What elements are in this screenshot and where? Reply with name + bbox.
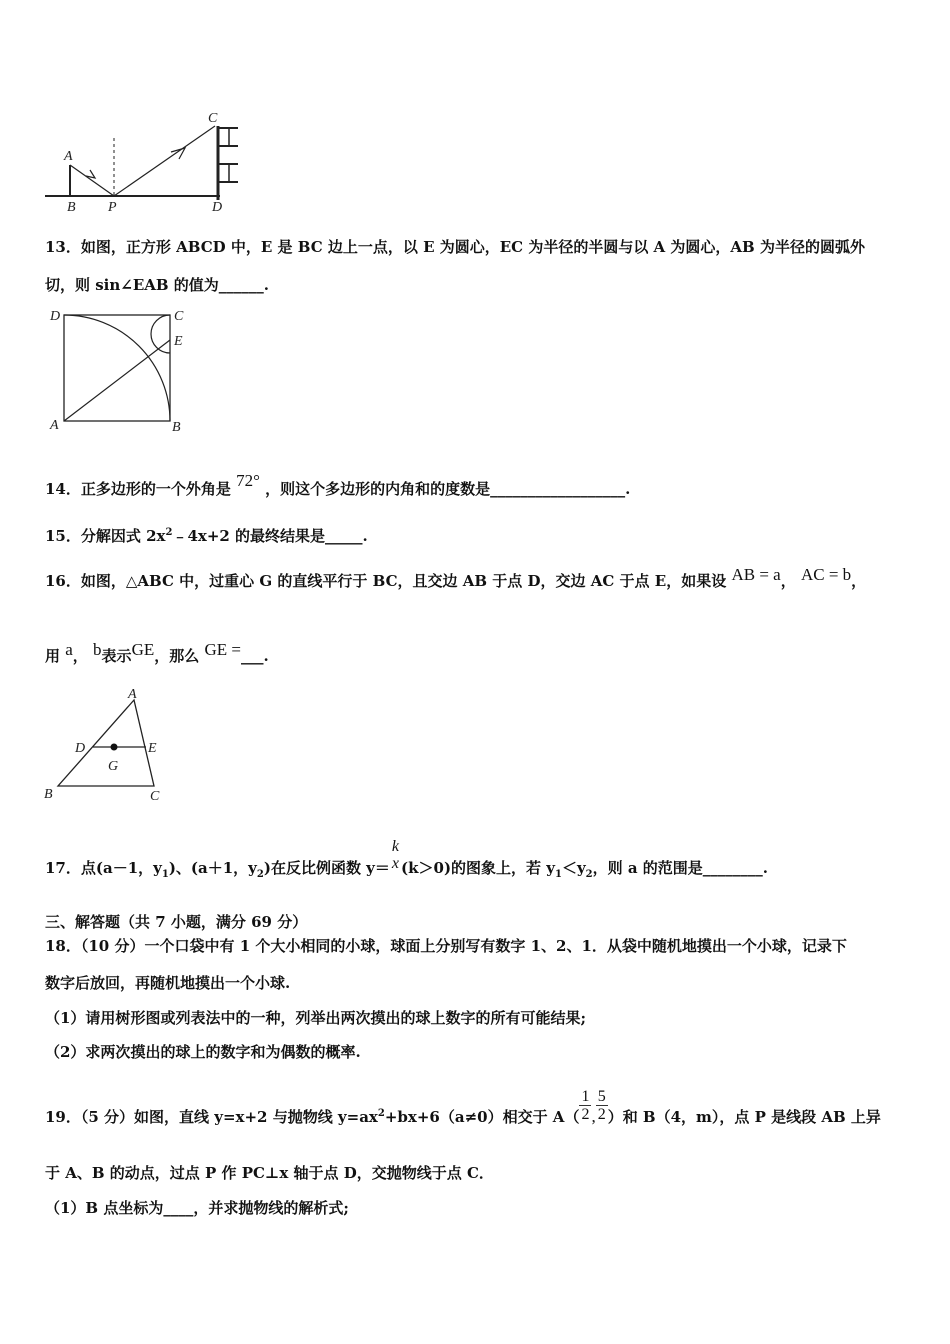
q16-mid: 表示 <box>101 647 132 665</box>
q19-post: ）和 B（4，m），点 P 是线段 AB 上异 <box>607 1107 881 1126</box>
q16-ge2: GE = <box>204 640 241 659</box>
q16-a: a <box>65 640 73 659</box>
arc-a <box>64 315 170 421</box>
q14-angle: 72° <box>236 471 260 490</box>
fig13-label-e: E <box>174 334 183 349</box>
q16-end: ， <box>851 572 867 590</box>
q19-n2: 5 <box>597 1088 606 1105</box>
q14-post: ，则这个多边形的内角和的度数是__________________. <box>265 480 631 498</box>
q15-pre: 15．分解因式 2x <box>45 527 166 545</box>
q16-line2 <box>45 640 269 666</box>
q19-n1: 1 <box>581 1088 590 1105</box>
figure-reflection <box>40 108 250 218</box>
q16-then: ，那么 <box>154 647 200 665</box>
q16-sep: ， <box>72 647 88 665</box>
q16-blank: ___. <box>240 647 269 665</box>
fig16-label-c: C <box>150 789 160 804</box>
q18-part2: （2）求两次摸出的球上的数字和为偶数的概率. <box>45 1043 361 1061</box>
q19-part1: （1）B 点坐标为____，并求抛物线的解析式; <box>45 1199 349 1217</box>
q16-ab: AB = a <box>731 565 781 584</box>
arrow-head-2 <box>171 148 185 159</box>
fig16-label-b: B <box>44 787 53 802</box>
q17-lt: ＜y <box>561 859 586 877</box>
arrow-head-1 <box>86 170 95 178</box>
q17-s4: 2 <box>585 869 593 880</box>
fig13-label-d: D <box>50 309 61 324</box>
q19-d1: 2 <box>581 1106 590 1123</box>
q19-comma: , <box>591 1106 596 1126</box>
q19-pre: 19．（5 分）如图，直线 y=x+2 与抛物线 y=ax <box>45 1107 378 1126</box>
q17-pre: 17．点(a－1，y <box>45 859 162 877</box>
fig16-label-d: D <box>75 741 86 756</box>
q19-exp: 2 <box>377 1107 385 1119</box>
triangle-abc <box>58 700 154 786</box>
label-a: A <box>64 149 73 164</box>
label-c: C <box>208 111 218 126</box>
q15-exp: 2 <box>165 527 173 538</box>
q17-mid1: )、(a＋1，y <box>168 859 257 877</box>
q16-ge: GE <box>131 640 155 659</box>
q15-line <box>45 525 368 546</box>
q18-line2: 数字后放回，再随机地摸出一个小球. <box>45 974 291 992</box>
q14-pre: 14．正多边形的一个外角是 <box>45 480 231 498</box>
q16-line1-pre: 16．如图，△ABC 中，过重心 G 的直线平行于 BC，且交边 AB 于点 D，交边 AC 于点 E，如果设 <box>45 572 727 590</box>
q15-post: ﹣4x+2 的最终结果是_____. <box>172 527 368 545</box>
figure-triangle <box>40 686 180 806</box>
q17-s2: 2 <box>256 869 264 880</box>
fig13-label-b: B <box>172 420 181 435</box>
q19-mid: +bx+6（a≠0）相交于 A（ <box>384 1107 580 1126</box>
square-abcd <box>64 315 170 421</box>
q16-line2-pre: 用 <box>45 647 61 665</box>
q19-frac2 <box>596 1088 608 1123</box>
q19-line2: 于 A、B 的动点，过点 P 作 PC⊥x 轴于点 D，交抛物线于点 C． <box>45 1164 494 1182</box>
q16-comma: ， <box>780 572 796 590</box>
q16-line1 <box>45 565 867 591</box>
label-d: D <box>212 200 223 215</box>
segment-ae <box>64 340 170 421</box>
q17-s1: 1 <box>161 869 169 880</box>
q17-num: k <box>391 838 400 855</box>
point-g <box>111 744 118 751</box>
q19-frac1 <box>579 1088 591 1123</box>
fig16-label-e: E <box>148 741 157 756</box>
q16-b: b <box>93 640 102 659</box>
q17-post2: ，则 a 的范围是________. <box>592 859 769 877</box>
ray-ap <box>70 165 114 196</box>
label-p: P <box>108 200 117 215</box>
q18-line1: 18．（10 分）一个口袋中有 1 个大小相同的小球，球面上分别写有数字 1、2、1．从袋中随机地摸出一个小球，记录下 <box>45 937 847 955</box>
fig16-label-a: A <box>128 687 137 702</box>
q14-line <box>45 471 631 499</box>
ray-pc <box>114 126 215 196</box>
fig13-label-a: A <box>50 418 59 433</box>
q16-ac: AC = b <box>800 565 852 584</box>
label-b: B <box>67 200 76 215</box>
q17-line <box>45 826 769 880</box>
q13-line2: 切，则 sin∠EAB 的值为______. <box>45 276 270 294</box>
q18-part1: （1）请用树形图或列表法中的一种，列举出两次摸出的球上数字的所有可能结果; <box>45 1009 586 1027</box>
q17-fraction <box>390 838 401 872</box>
fig16-label-g: G <box>108 759 119 774</box>
fig13-label-c: C <box>174 309 184 324</box>
q17-mid2: )在反比例函数 y＝ <box>263 859 390 877</box>
section-3-title: 三、解答题（共 7 小题，满分 69 分） <box>45 913 308 931</box>
q17-den: x <box>391 855 400 872</box>
figure-square <box>44 305 194 435</box>
q17-s3: 1 <box>554 869 562 880</box>
q19-d2: 2 <box>597 1106 606 1123</box>
q13-line1: 13．如图，正方形 ABCD 中，E 是 BC 边上一点，以 E 为圆心，EC 为半径的半圆与以 A 为圆心，AB 为半径的圆弧外 <box>45 238 865 256</box>
q17-post1: (k＞0)的图象上，若 y <box>401 859 555 877</box>
